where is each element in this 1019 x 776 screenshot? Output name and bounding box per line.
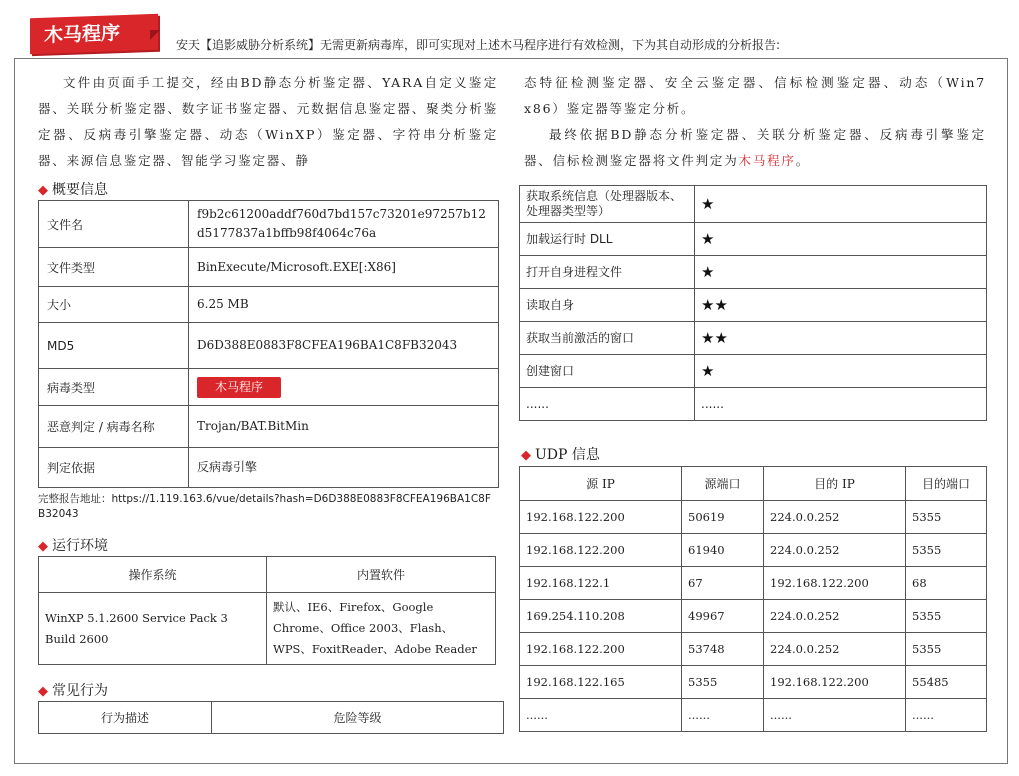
diamond-icon: ◆	[38, 539, 48, 554]
danger-level: ★	[695, 223, 987, 256]
analysis-text-right-1: 态特征检测鉴定器、安全云鉴定器、信标检测鉴定器、动态（Win7 x86）鉴定器等鉴定分析。	[524, 75, 986, 116]
column-header: 源端口	[682, 467, 764, 501]
overview-key: 病毒类型	[39, 369, 189, 406]
src-port-cell: 5355	[682, 666, 764, 699]
column-header: 危险等级	[212, 702, 504, 734]
dst-port-cell: 68	[906, 567, 987, 600]
table-row	[520, 600, 987, 633]
environment-heading	[38, 535, 108, 555]
analysis-text-left: 文件由页面手工提交，经由BD静态分析鉴定器、YARA自定义鉴定器、关联分析鉴定器、数字证书鉴定器、元数据信息鉴定器、聚类分析鉴定器、反病毒引擎鉴定器、动态（WinXP）鉴定器、字符串分析鉴定器、来源信息鉴定器、智能学习鉴定器、静	[38, 75, 498, 168]
dst-ip-cell: 224.0.0.252	[764, 633, 906, 666]
virus-type-badge: 木马程序	[197, 377, 281, 398]
src-ip-cell: 192.168.122.1	[520, 567, 682, 600]
overview-key: 文件类型	[39, 248, 189, 287]
diamond-icon: ◆	[38, 183, 48, 198]
behavior-desc: 读取自身	[520, 289, 695, 322]
src-ip-cell: 192.168.122.200	[520, 501, 682, 534]
verdict-suffix: 。	[795, 153, 811, 168]
dst-port-cell: 5355	[906, 633, 987, 666]
dst-ip-cell: ......	[764, 699, 906, 732]
src-port-cell: 67	[682, 567, 764, 600]
section-tag: 木马程序	[30, 14, 158, 54]
overview-value: D6D388E0883F8CFEA196BA1C8FB32043	[189, 323, 499, 369]
column-header: 目的 IP	[764, 467, 906, 501]
dst-ip-cell: 224.0.0.252	[764, 534, 906, 567]
column-header: 内置软件	[267, 557, 496, 593]
column-header: 操作系统	[39, 557, 267, 593]
overview-value: BinExecute/Microsoft.EXE[:X86]	[189, 248, 499, 287]
dst-port-cell: 5355	[906, 534, 987, 567]
overview-value: Trojan/BAT.BitMin	[189, 406, 499, 448]
overview-key: 恶意判定 / 病毒名称	[39, 406, 189, 448]
dst-ip-cell: 224.0.0.252	[764, 600, 906, 633]
danger-level: ★	[695, 355, 987, 388]
behavior-desc: 获取当前激活的窗口	[520, 322, 695, 355]
behaviors-heading	[38, 680, 108, 700]
src-ip-cell: 192.168.122.200	[520, 633, 682, 666]
table-row	[520, 467, 987, 501]
full-report-link[interactable]: 完整报告地址：https://1.119.163.6/vue/details?hash=D6D388E0883F8CFEA196BA1C8FB32043	[38, 493, 491, 520]
table-row	[520, 223, 987, 256]
table-row	[520, 699, 987, 732]
table-row	[520, 567, 987, 600]
dst-ip-cell: 192.168.122.200	[764, 567, 906, 600]
behaviors-title: 常见行为	[52, 683, 108, 699]
udp-heading	[521, 444, 600, 464]
behavior-desc: 打开自身进程文件	[520, 256, 695, 289]
table-row	[520, 186, 987, 223]
behaviors-header-table	[38, 701, 504, 734]
overview-table	[38, 200, 499, 488]
behaviors-table	[519, 185, 987, 421]
udp-table	[519, 466, 987, 732]
danger-level: ★	[695, 186, 987, 223]
udp-title: UDP 信息	[535, 447, 600, 463]
table-row	[520, 388, 987, 421]
table-row	[39, 369, 499, 406]
overview-value: 反病毒引擎	[189, 448, 499, 488]
dst-ip-cell: 224.0.0.252	[764, 501, 906, 534]
dst-port-cell: 5355	[906, 501, 987, 534]
danger-level: ★	[695, 256, 987, 289]
src-port-cell: ......	[682, 699, 764, 732]
table-row	[520, 666, 987, 699]
table-row	[520, 355, 987, 388]
src-ip-cell: 192.168.122.200	[520, 534, 682, 567]
overview-value: 6.25 MB	[189, 287, 499, 323]
os-cell: WinXP 5.1.2600 Service Pack 3 Build 2600	[39, 593, 267, 665]
overview-value: f9b2c61200addf760d7bd157c73201e97257b12d5177837a1bffb98f4064c76a	[189, 201, 499, 248]
src-ip-cell: 169.254.110.208	[520, 600, 682, 633]
diamond-icon: ◆	[521, 448, 531, 463]
src-port-cell: 49967	[682, 600, 764, 633]
table-row	[39, 287, 499, 323]
dst-port-cell: 55485	[906, 666, 987, 699]
diamond-icon: ◆	[38, 684, 48, 699]
overview-key: 文件名	[39, 201, 189, 248]
overview-key: 大小	[39, 287, 189, 323]
danger-level: ......	[695, 388, 987, 421]
environment-title: 运行环境	[52, 538, 108, 554]
report-frame-top	[14, 58, 1008, 59]
analysis-verdict-paragraph	[524, 122, 986, 174]
behavior-desc: ......	[520, 388, 695, 421]
overview-heading	[38, 179, 108, 199]
environment-table	[38, 556, 496, 665]
analysis-paragraph-left	[38, 70, 498, 174]
analysis-paragraph-right	[524, 70, 986, 174]
intro-text: 安天【追影威胁分析系统】无需更新病毒库，即可实现对上述木马程序进行有效检测，下为其自动形成的分析报告:	[176, 38, 781, 52]
danger-level: ★★	[695, 322, 987, 355]
table-row	[39, 248, 499, 287]
overview-value	[189, 369, 499, 406]
behavior-desc: 获取系统信息（处理器版本、处理器类型等）	[520, 186, 695, 223]
dst-port-cell: ......	[906, 699, 987, 732]
behavior-desc: 创建窗口	[520, 355, 695, 388]
table-row	[39, 557, 496, 593]
overview-key: MD5	[39, 323, 189, 369]
src-ip-cell: 192.168.122.165	[520, 666, 682, 699]
table-row	[520, 534, 987, 567]
table-row	[39, 406, 499, 448]
table-row	[39, 448, 499, 488]
table-row	[520, 633, 987, 666]
src-port-cell: 61940	[682, 534, 764, 567]
verdict-prefix: 最终依据BD静态分析鉴定器、关联分析鉴定器、反病毒引擎鉴定器、信标检测鉴定器将文件判定为	[524, 127, 986, 168]
src-port-cell: 53748	[682, 633, 764, 666]
column-header: 行为描述	[39, 702, 212, 734]
table-row	[520, 256, 987, 289]
table-row	[520, 289, 987, 322]
src-port-cell: 50619	[682, 501, 764, 534]
dst-port-cell: 5355	[906, 600, 987, 633]
column-header: 源 IP	[520, 467, 682, 501]
overview-key: 判定依据	[39, 448, 189, 488]
table-row	[39, 702, 504, 734]
verdict-highlight: 木马程序	[738, 153, 796, 168]
table-row	[520, 501, 987, 534]
dst-ip-cell: 192.168.122.200	[764, 666, 906, 699]
column-header: 目的端口	[906, 467, 987, 501]
software-cell: 默认、IE6、Firefox、Google Chrome、Office 2003、Flash、WPS、FoxitReader、Adobe Reader	[267, 593, 496, 665]
tag-fold-decoration	[150, 30, 160, 40]
table-row	[39, 593, 496, 665]
table-row	[520, 322, 987, 355]
danger-level: ★★	[695, 289, 987, 322]
src-ip-cell: ......	[520, 699, 682, 732]
behavior-desc: 加载运行时 DLL	[520, 223, 695, 256]
table-row	[39, 201, 499, 248]
table-row	[39, 323, 499, 369]
overview-title: 概要信息	[52, 182, 108, 198]
